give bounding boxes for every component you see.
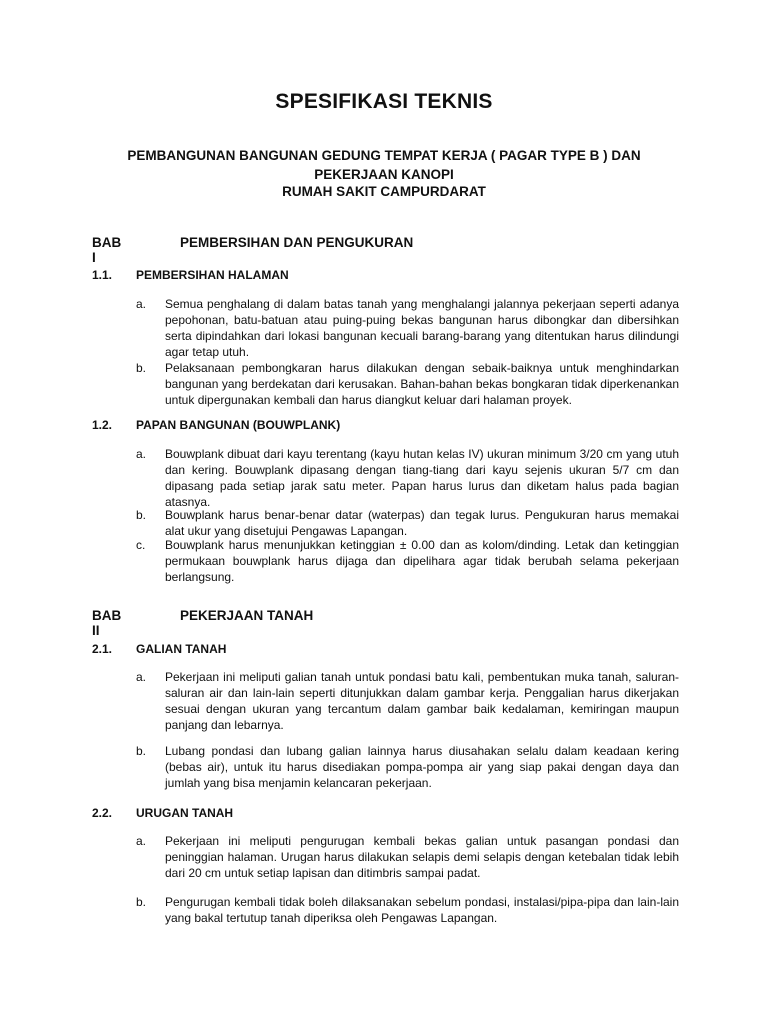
list-item-text: Bouwplank harus menunjukkan ketinggian ± 0.00 dan as kolom/dinding. Letak dan ketinggian permukaan bouwplank harus dijaga dan dipelihara agar tidak berubah selama pekerjaan berlangsung.: [165, 538, 679, 584]
section-number: 1.1.: [92, 268, 113, 282]
document-title: SPESIFIKASI TEKNIS: [275, 90, 493, 113]
list-marker: c.: [136, 538, 146, 552]
list-item-text: Pengurugan kembali tidak boleh dilaksanakan sebelum pondasi, instalasi/pipa-pipa dan lain-lain yang bakal tertutup tanah diperiksa oleh Pengawas Lapangan.: [165, 895, 679, 925]
document-subtitle-line2: PEKERJAAN KANOPI: [314, 167, 454, 182]
chapter-number: BAB I: [92, 235, 122, 265]
chapter-title: PEMBERSIHAN DAN PENGUKURAN: [180, 235, 414, 250]
section-number: 2.1.: [92, 642, 113, 656]
document-subtitle-line1: PEMBANGUNAN BANGUNAN GEDUNG TEMPAT KERJA ( PAGAR TYPE B ) DAN: [127, 148, 641, 163]
list-marker: a.: [136, 297, 147, 311]
list-marker: b.: [136, 508, 147, 522]
list-marker: b.: [136, 895, 147, 909]
list-marker: a.: [136, 670, 147, 684]
list-item-text: Pelaksanaan pembongkaran harus dilakukan dengan sebaik-baiknya untuk menghindarkan bangunan yang berdekatan dari kerusakan. Bahan-bahan bekas bongkaran tidak diperkenankan untuk dipergunakan kembali dan harus diangkut keluar dari halaman proyek.: [165, 361, 679, 407]
list-item-text: Semua penghalang di dalam batas tanah yang menghalangi jalannya pekerjaan seperti adanya pepohonan, batu-batuan atau puing-puing bekas bangunan harus dibongkar dan dibersihkan serta dipindahkan dari lokasi bangunan kecuali barang-barang yang ditentukan harus dilindungi agar tetap utuh.: [165, 297, 679, 359]
chapter-number: BAB II: [92, 608, 122, 638]
list-marker: b.: [136, 744, 147, 758]
list-item-text: Bouwplank dibuat dari kayu terentang (kayu hutan kelas IV) ukuran minimum 3/20 cm yang utuh dan kering. Bouwplank dipasang dengan tiang-tiang dari kayu sejenis ukuran 5/7 cm dan dipasang pada setiap jarak satu meter. Papan harus lurus dan diketam halus pada bagian atasnya.: [165, 447, 679, 509]
list-marker: b.: [136, 361, 147, 375]
section-title: URUGAN TANAH: [136, 806, 234, 820]
list-marker: a.: [136, 834, 147, 848]
document-subtitle-line3: RUMAH SAKIT CAMPURDARAT: [282, 184, 486, 199]
list-item-text: Lubang pondasi dan lubang galian lainnya harus diusahakan selalu dalam keadaan kering (bebas air), untuk itu harus disediakan pompa-pompa air yang siap pakai dengan daya dan jumlah yang bisa menjamin kelancaran pekerjaan.: [165, 744, 679, 790]
list-item-text: Pekerjaan ini meliputi pengurugan kembali bekas galian untuk pasangan pondasi dan peninggian halaman. Urugan harus dilakukan selapis demi selapis dengan ketebalan tidak lebih dari 20 cm untuk setiap lapisan dan ditimbris sampai padat.: [165, 834, 679, 880]
list-item-text: Pekerjaan ini meliputi galian tanah untuk pondasi batu kali, pembentukan muka tanah, saluran-saluran air dan lain-lain seperti ditunjukkan dalam gambar kerja. Penggalian harus dikerjakan sesuai dengan ukuran yang tercantum dalam gambar baik kedalaman, kemiringan maupun panjang dan lebarnya.: [165, 670, 679, 732]
list-marker: a.: [136, 447, 147, 461]
section-number: 2.2.: [92, 806, 113, 820]
list-item-text: Bouwplank harus benar-benar datar (waterpas) dan tegak lurus. Pengukuran harus memakai alat ukur yang disetujui Pengawas Lapangan.: [165, 508, 679, 538]
section-number: 1.2.: [92, 418, 113, 432]
section-title: PEMBERSIHAN HALAMAN: [136, 268, 289, 282]
section-title: PAPAN BANGUNAN (BOUWPLANK): [136, 418, 341, 432]
chapter-title: PEKERJAAN TANAH: [180, 608, 314, 623]
section-title: GALIAN TANAH: [136, 642, 227, 656]
